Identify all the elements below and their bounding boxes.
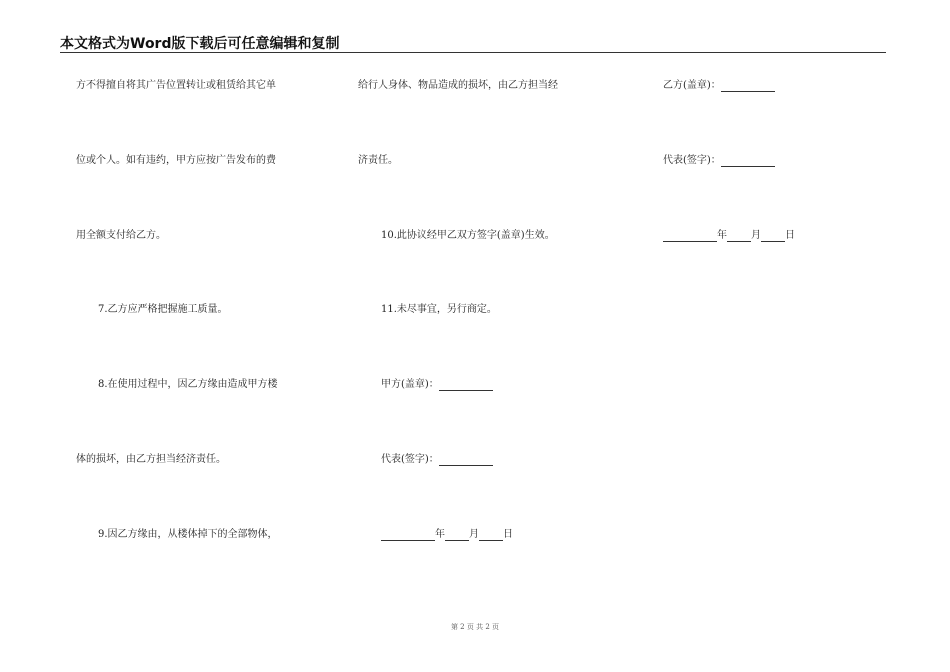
clause-9: 9.因乙方缘由，从楼体掉下的全部物体， bbox=[98, 529, 278, 540]
year-blank bbox=[663, 231, 717, 242]
clause-11: 11.未尽事宜，另行商定。 bbox=[381, 304, 497, 315]
party-a-seal-label: 甲方(盖章)： bbox=[381, 379, 439, 390]
day-label: 日 bbox=[503, 529, 513, 540]
signature-blank bbox=[439, 455, 493, 466]
party-a-rep-line bbox=[381, 454, 493, 466]
signature-blank bbox=[721, 156, 775, 167]
document-header bbox=[60, 36, 886, 53]
signature-blank bbox=[439, 380, 493, 391]
year-label: 年 bbox=[435, 529, 445, 540]
month-label: 月 bbox=[469, 529, 479, 540]
footer-suffix: 页 bbox=[492, 623, 500, 631]
day-blank bbox=[479, 530, 503, 541]
clause-8: 8.在使用过程中，因乙方缘由造成甲方楼 bbox=[98, 379, 278, 390]
party-b-seal-line bbox=[663, 80, 775, 92]
footer-mid: 页 共 bbox=[466, 623, 484, 631]
party-b-seal-label: 乙方(盖章)： bbox=[663, 80, 721, 91]
day-label: 日 bbox=[785, 230, 795, 241]
header-title: 本文格式为Word版下载后可任意编辑和复制 bbox=[60, 36, 340, 52]
paragraph-line: 济责任。 bbox=[358, 155, 398, 166]
month-label: 月 bbox=[751, 230, 761, 241]
day-blank bbox=[761, 231, 785, 242]
paragraph-line: 体的损坏，由乙方担当经济责任。 bbox=[76, 454, 226, 465]
party-b-rep-line bbox=[663, 155, 775, 167]
month-blank bbox=[727, 231, 751, 242]
year-label: 年 bbox=[717, 230, 727, 241]
party-a-date-line bbox=[381, 529, 513, 541]
paragraph-line: 给行人身体、物品造成的损坏，由乙方担当经 bbox=[358, 80, 558, 91]
page-total: 2 bbox=[485, 623, 490, 631]
party-a-rep-label: 代表(签字)： bbox=[381, 454, 439, 465]
paragraph-line: 位或个人。如有违约，甲方应按广告发布的费 bbox=[76, 155, 276, 166]
paragraph-line: 用全额支付给乙方。 bbox=[76, 230, 166, 241]
signature-blank bbox=[721, 81, 775, 92]
page-footer bbox=[0, 622, 950, 632]
month-blank bbox=[445, 530, 469, 541]
footer-prefix: 第 bbox=[450, 623, 458, 631]
party-b-date-line bbox=[663, 230, 795, 242]
year-blank bbox=[381, 530, 435, 541]
paragraph-line: 方不得擅自将其广告位置转让或租赁给其它单 bbox=[76, 80, 276, 91]
page-number: 2 bbox=[460, 623, 465, 631]
clause-10: 10.此协议经甲乙双方签字(盖章)生效。 bbox=[381, 230, 555, 241]
party-b-rep-label: 代表(签字)： bbox=[663, 155, 721, 166]
party-a-seal-line bbox=[381, 379, 493, 391]
clause-7: 7.乙方应严格把握施工质量。 bbox=[98, 304, 228, 315]
